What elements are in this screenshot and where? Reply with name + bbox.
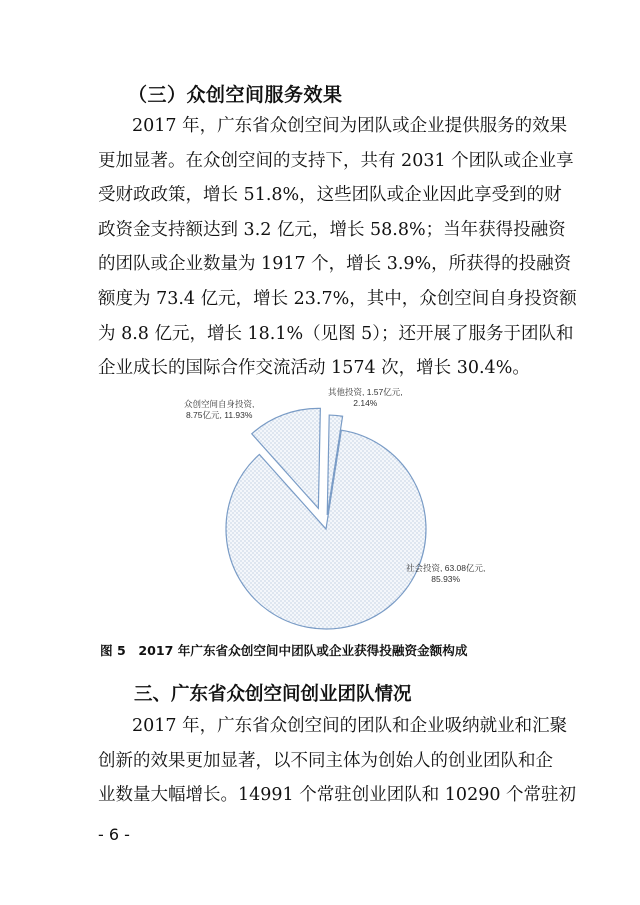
paragraph-line: 的团队或企业数量为 1917 个，增长 3.9%，所获得的投融资 xyxy=(98,254,572,275)
paragraph-line: 创新的效果更加显著，以不同主体为创始人的创业团队和企 xyxy=(98,750,553,771)
paragraph-line: 业数量大幅增长。14991 个常驻创业团队和 10290 个常驻初 xyxy=(98,785,577,806)
paragraph-line: 为 8.8 亿元，增长 18.1%（见图 5）；还开展了服务于团队和 xyxy=(98,323,574,344)
paragraph-line: 企业成长的国际合作交流活动 1574 次，增长 30.4%。 xyxy=(98,358,530,379)
paragraph-line: 政资金支持额达到 3.2 亿元，增长 58.8%；当年获得投融资 xyxy=(98,219,566,240)
paragraph-line: 更加显著。在众创空间的支持下，共有 2031 个团队或企业享 xyxy=(98,150,574,171)
slice-label-line: 8.75亿元, 11.93% xyxy=(185,410,253,420)
figure-caption: 图 5 2017 年广东省众创空间中团队或企业获得投融资金额构成 xyxy=(100,643,468,658)
paragraph-service-effect xyxy=(98,109,577,386)
slice-label-line: 众创空间自身投资, xyxy=(184,399,255,409)
section2-heading: 三、广东省众创空间创业团队情况 xyxy=(134,684,412,705)
section-heading: （三）众创空间服务效果 xyxy=(128,84,343,106)
slice-label-line: 社会投资, 63.08亿元, xyxy=(406,563,486,573)
slice-label-social-investment xyxy=(406,563,485,585)
slice-label-line: 其他投资, 1.57亿元, xyxy=(328,387,403,397)
slice-label-other-investment xyxy=(328,387,403,409)
paragraph-line: 受财政政策，增长 51.8%，这些团队或企业因此享受到的财 xyxy=(98,185,562,206)
page-number: - 6 - xyxy=(98,825,130,844)
paragraph-line: 2017 年，广东省众创空间的团队和企业吸纳就业和汇聚 xyxy=(132,716,568,736)
slice-label-own-investment xyxy=(184,399,254,421)
investment-pie-chart xyxy=(150,378,540,640)
slice-label-line: 2.14% xyxy=(353,398,378,408)
paragraph-line: 2017 年，广东省众创空间为团队或企业提供服务的效果 xyxy=(132,116,568,136)
paragraph-startup-teams xyxy=(98,709,577,813)
slice-social-investment xyxy=(226,430,426,629)
paragraph-line: 额度为 73.4 亿元，增长 23.7%，其中，众创空间自身投资额 xyxy=(98,288,577,309)
slice-label-line: 85.93% xyxy=(431,574,461,584)
